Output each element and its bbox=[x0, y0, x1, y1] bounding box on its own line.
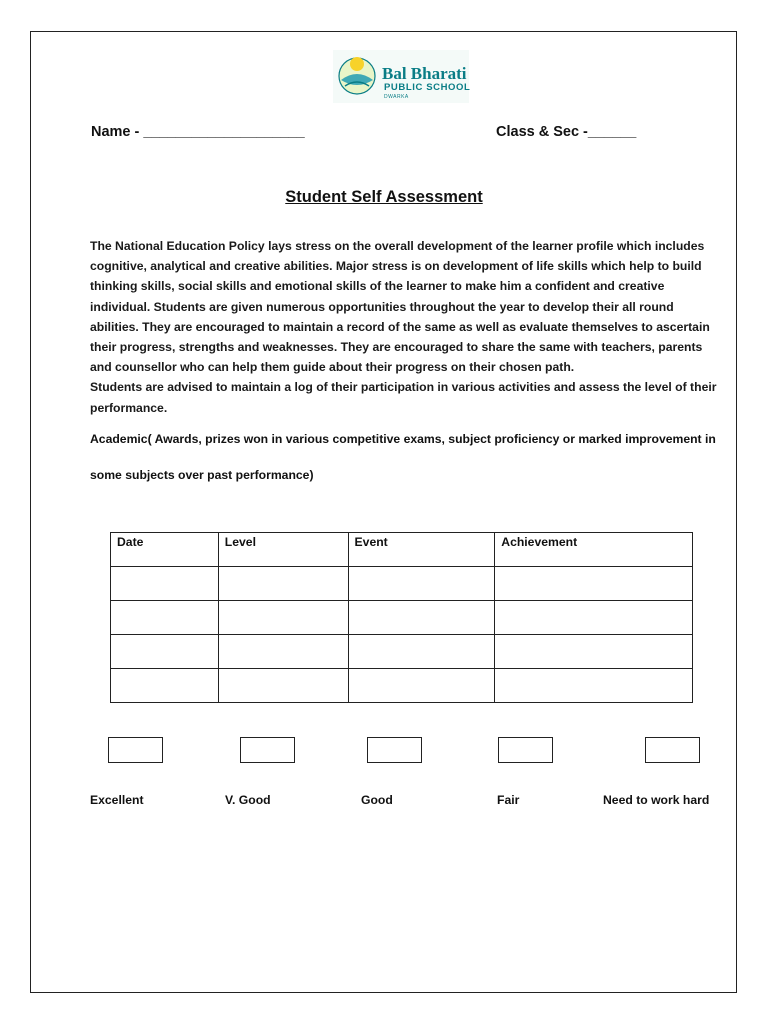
intro-paragraph: The National Education Policy lays stress on the overall development of the learner profile which includes cognitive, analytical and creative abilities. Major stress is on development of life skills which help to build thinking skills, social skills and emotional skills of the learner to make him a confident and creative individual. Students are given numerous opportunities throughout the year to develop their all round abilities. They are encouraged to maintain a record of the same as well as evaluate themselves to ascertain their progress, strengths and weaknesses. They are encouraged to share the same with teachers, parents and counsellor who can help them guide about their progress on their chosen path. bbox=[90, 239, 710, 375]
table-cell[interactable] bbox=[348, 669, 495, 703]
logo-school-name: Bal Bharati bbox=[382, 64, 467, 83]
rating-label-fair: Fair bbox=[497, 793, 520, 807]
table-cell[interactable] bbox=[495, 669, 693, 703]
rating-label-very-good: V. Good bbox=[225, 793, 271, 807]
table-cell[interactable] bbox=[111, 567, 219, 601]
rating-box-fair[interactable] bbox=[498, 737, 553, 763]
rating-box-good[interactable] bbox=[367, 737, 422, 763]
table-cell[interactable] bbox=[218, 635, 348, 669]
name-field[interactable]: Name - ____________________ bbox=[91, 124, 305, 140]
table-cell[interactable] bbox=[495, 567, 693, 601]
table-cell[interactable] bbox=[495, 635, 693, 669]
academic-heading-continued: some subjects over past performance) bbox=[90, 468, 314, 482]
logo-school-place: DWARKA bbox=[384, 94, 409, 100]
rating-box-need-to-work-hard[interactable] bbox=[645, 737, 700, 763]
table-cell[interactable] bbox=[218, 669, 348, 703]
rating-box-excellent[interactable] bbox=[108, 737, 163, 763]
table-row bbox=[111, 567, 693, 601]
table-cell[interactable] bbox=[111, 635, 219, 669]
activity-log-table bbox=[110, 532, 693, 703]
academic-heading: Academic( Awards, prizes won in various competitive exams, subject proficiency or marked improvement in bbox=[90, 432, 716, 446]
table-cell[interactable] bbox=[348, 635, 495, 669]
table-row bbox=[111, 601, 693, 635]
column-header-level: Level bbox=[218, 533, 348, 567]
column-header-date: Date bbox=[111, 533, 219, 567]
rating-label-need-to-work-hard: Need to work hard bbox=[603, 793, 710, 807]
intro-paragraph: Students are advised to maintain a log of their participation in various activities and assess the level of their performance. bbox=[90, 380, 717, 415]
table-cell[interactable] bbox=[495, 601, 693, 635]
table-row bbox=[111, 669, 693, 703]
class-section-field[interactable]: Class & Sec -______ bbox=[496, 124, 637, 140]
table-cell[interactable] bbox=[218, 601, 348, 635]
table-cell[interactable] bbox=[111, 601, 219, 635]
rating-box-very-good[interactable] bbox=[240, 737, 295, 763]
rating-label-good: Good bbox=[361, 793, 393, 807]
intro-text bbox=[90, 236, 720, 418]
page-border bbox=[30, 31, 737, 993]
rating-label-excellent: Excellent bbox=[90, 793, 144, 807]
table-row bbox=[111, 635, 693, 669]
column-header-event: Event bbox=[348, 533, 495, 567]
table-cell[interactable] bbox=[218, 567, 348, 601]
logo-school-type: PUBLIC SCHOOL bbox=[384, 82, 471, 93]
table-cell[interactable] bbox=[348, 567, 495, 601]
table-cell[interactable] bbox=[348, 601, 495, 635]
table-cell[interactable] bbox=[111, 669, 219, 703]
column-header-achievement: Achievement bbox=[495, 533, 693, 567]
table-header-row bbox=[111, 533, 693, 567]
page-title: Student Self Assessment bbox=[285, 188, 483, 206]
